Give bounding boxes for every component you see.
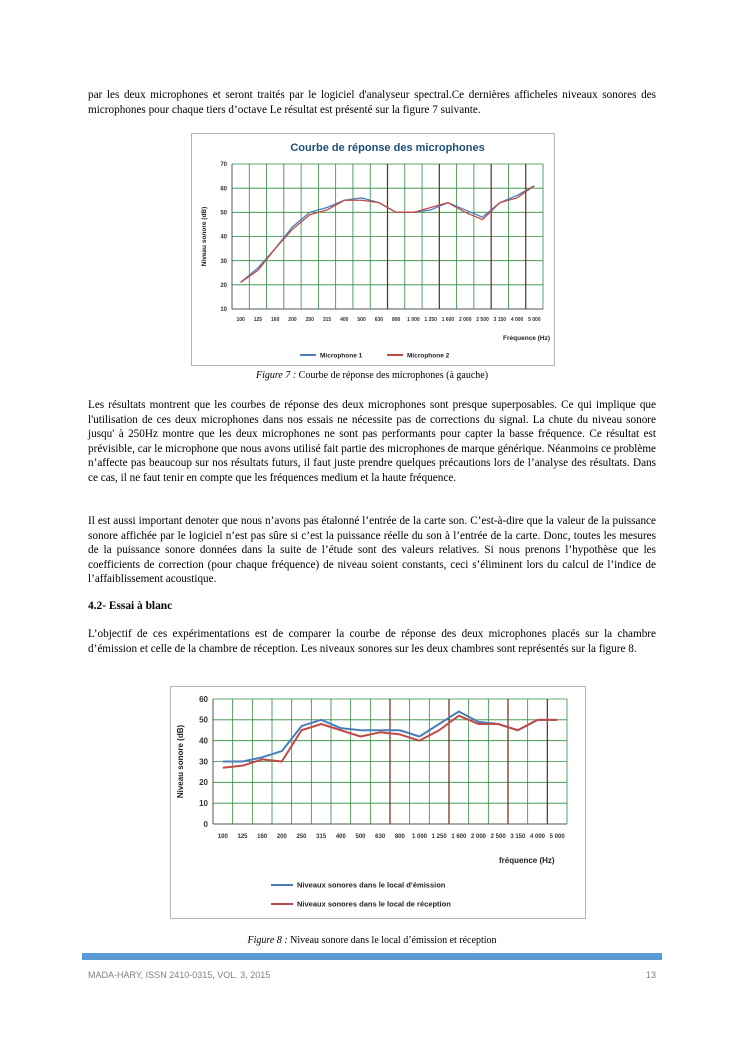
- x-tick-label: 2 000: [458, 317, 472, 323]
- x-tick-label: 160: [271, 317, 280, 323]
- legend-label-1: Niveaux sonores dans le local d’émission: [297, 880, 446, 890]
- x-tick-label: 100: [236, 317, 245, 323]
- footer-page-number: 13: [645, 970, 656, 980]
- y-tick-label: 30: [220, 258, 227, 265]
- figure-8-chart: [171, 687, 585, 918]
- x-tick-label: 400: [335, 834, 346, 840]
- x-tick-label: 125: [237, 834, 248, 840]
- y-axis-label: Niveau sonore (dB): [176, 724, 185, 799]
- figure-7-caption-label: Figure 7 :: [255, 370, 297, 381]
- y-tick-label: 40: [220, 234, 227, 241]
- y-axis-label: Niveau sonore (dB): [201, 206, 208, 267]
- y-tick-label: 60: [220, 186, 227, 193]
- x-tick-label: 2 500: [490, 834, 506, 840]
- x-tick-label: 2 000: [470, 834, 487, 840]
- legend-label-2: Niveaux sonores dans le local de réception: [297, 899, 451, 909]
- x-tick-label: 800: [391, 317, 401, 323]
- figure-7-caption: [0, 370, 744, 381]
- paragraph-intro: par les deux microphones et seront traités par le logiciel d'analyseur spectral.Ce dernières afficheles niveaux sonores des microphones pour chaque tiers d’octave Le résultat est présenté sur la figure 7 suivante.: [88, 89, 656, 116]
- y-tick-label: 20: [199, 778, 208, 788]
- paragraph-calibration: Il est aussi important denoter que nous n’avons pas étalonné l’entrée de la carte son. C’est-à-dire que la valeur de la puissance sonore affichée par le logiciel n’est pas sûre si c’est la puissance réelle du son à l’entrée de la carte. Donc, toutes les mesures de la puissance sonore données dans la suite de l’étude sont des valeurs relatives. Si nous prenons l’hypothèse que les coefficients de correction (pour chaque fréquence) de niveau soient constants, ceci s’éliminent lors du calcul de l’indice de l’affaiblissement acoustique.: [88, 515, 656, 586]
- paragraph-objective: L’objectif de ces expérimentations est de comparer la courbe de réponse des deux microphones placés sur la chambre d’émission et celle de la chambre de réception. Les niveaux sonores sur les deux chambres sont représentés sur la figure 8.: [88, 628, 656, 655]
- y-tick-label: 0: [203, 819, 208, 829]
- x-axis-label: fréquence (Hz): [499, 856, 555, 865]
- section-heading: 4.2- Essai à blanc: [88, 600, 173, 612]
- figure-8-caption: [0, 935, 744, 946]
- chart-title: Courbe de réponse des microphones: [290, 142, 485, 154]
- figure-8-caption-label: Figure 8 :: [247, 935, 288, 946]
- x-tick-label: 1 250: [431, 834, 447, 840]
- x-tick-label: 250: [296, 834, 307, 840]
- y-tick-label: 10: [199, 798, 208, 808]
- x-tick-label: 315: [316, 834, 327, 840]
- legend-label-2: Microphone 2: [407, 352, 450, 360]
- x-tick-label: 200: [276, 834, 287, 840]
- footer-journal: MADA-HARY, ISSN 2410-0315, VOL. 3, 2015: [88, 970, 271, 980]
- x-axis-label: Fréquence (Hz): [503, 335, 550, 342]
- x-tick-label: 100: [217, 834, 228, 840]
- y-tick-label: 40: [199, 736, 208, 746]
- footer-bar: [82, 953, 662, 960]
- x-tick-label: 200: [288, 317, 297, 323]
- x-tick-label: 1 600: [441, 317, 455, 323]
- x-tick-label: 3 150: [510, 834, 526, 840]
- y-tick-label: 30: [199, 757, 208, 767]
- x-tick-label: 3 150: [493, 317, 507, 323]
- y-tick-label: 10: [220, 307, 227, 314]
- legend-label-1: Microphone 1: [320, 352, 363, 360]
- y-tick-label: 20: [220, 282, 227, 289]
- figure-7: [191, 133, 555, 366]
- x-tick-label: 1 000: [407, 317, 420, 323]
- x-tick-label: 500: [355, 834, 366, 840]
- x-tick-label: 1 250: [424, 317, 437, 323]
- figure-7-caption-text: Courbe de réponse des microphones (à gauche): [296, 370, 489, 381]
- figure-8: [170, 686, 586, 919]
- x-tick-label: 125: [253, 317, 263, 323]
- figure-8-caption-text: Niveau sonore dans le local d’émission et réception: [287, 935, 497, 946]
- y-tick-label: 50: [199, 715, 208, 725]
- x-tick-label: 630: [374, 317, 384, 323]
- x-tick-label: 630: [375, 834, 386, 840]
- x-tick-label: 4 000: [510, 317, 524, 323]
- x-tick-label: 1 600: [451, 834, 467, 840]
- x-tick-label: 800: [394, 834, 405, 840]
- x-tick-label: 2 500: [476, 317, 489, 323]
- x-tick-label: 250: [305, 317, 314, 323]
- x-tick-label: 400: [340, 317, 349, 323]
- x-tick-label: 500: [357, 317, 366, 323]
- y-tick-label: 70: [220, 162, 227, 169]
- paragraph-results: Les résultats montrent que les courbes de réponse des deux microphones sont presque superposables. Ce qui implique que l'utilisation de ces deux microphones dans nos essais ne nécessite pas de corrections du signal. La chute du niveau sonore jusqu' à 250Hz montre que les deux microphones ne sont pas performants pour capter la basse fréquence. Ce résultat est prévisible, car le microphone que nous avons utilisé fait partie des microphones de marque générique. Néanmoins ce problème n’affecte pas beaucoup sur nos résultats futurs, il faut juste prendre quelques précautions lors de l’analyse des résultats. Dans ce cas, il ne faut tenir en compte que les fréquences medium et la haute fréquence.: [88, 399, 656, 484]
- x-tick-label: 5 000: [549, 834, 565, 840]
- x-tick-label: 315: [322, 317, 332, 323]
- x-tick-label: 4 000: [529, 834, 546, 840]
- y-tick-label: 60: [199, 694, 208, 704]
- x-tick-label: 160: [257, 834, 268, 840]
- figure-7-chart: [192, 134, 554, 365]
- x-tick-label: 5 000: [528, 317, 541, 323]
- x-tick-label: 1 000: [411, 834, 428, 840]
- y-tick-label: 50: [220, 210, 227, 217]
